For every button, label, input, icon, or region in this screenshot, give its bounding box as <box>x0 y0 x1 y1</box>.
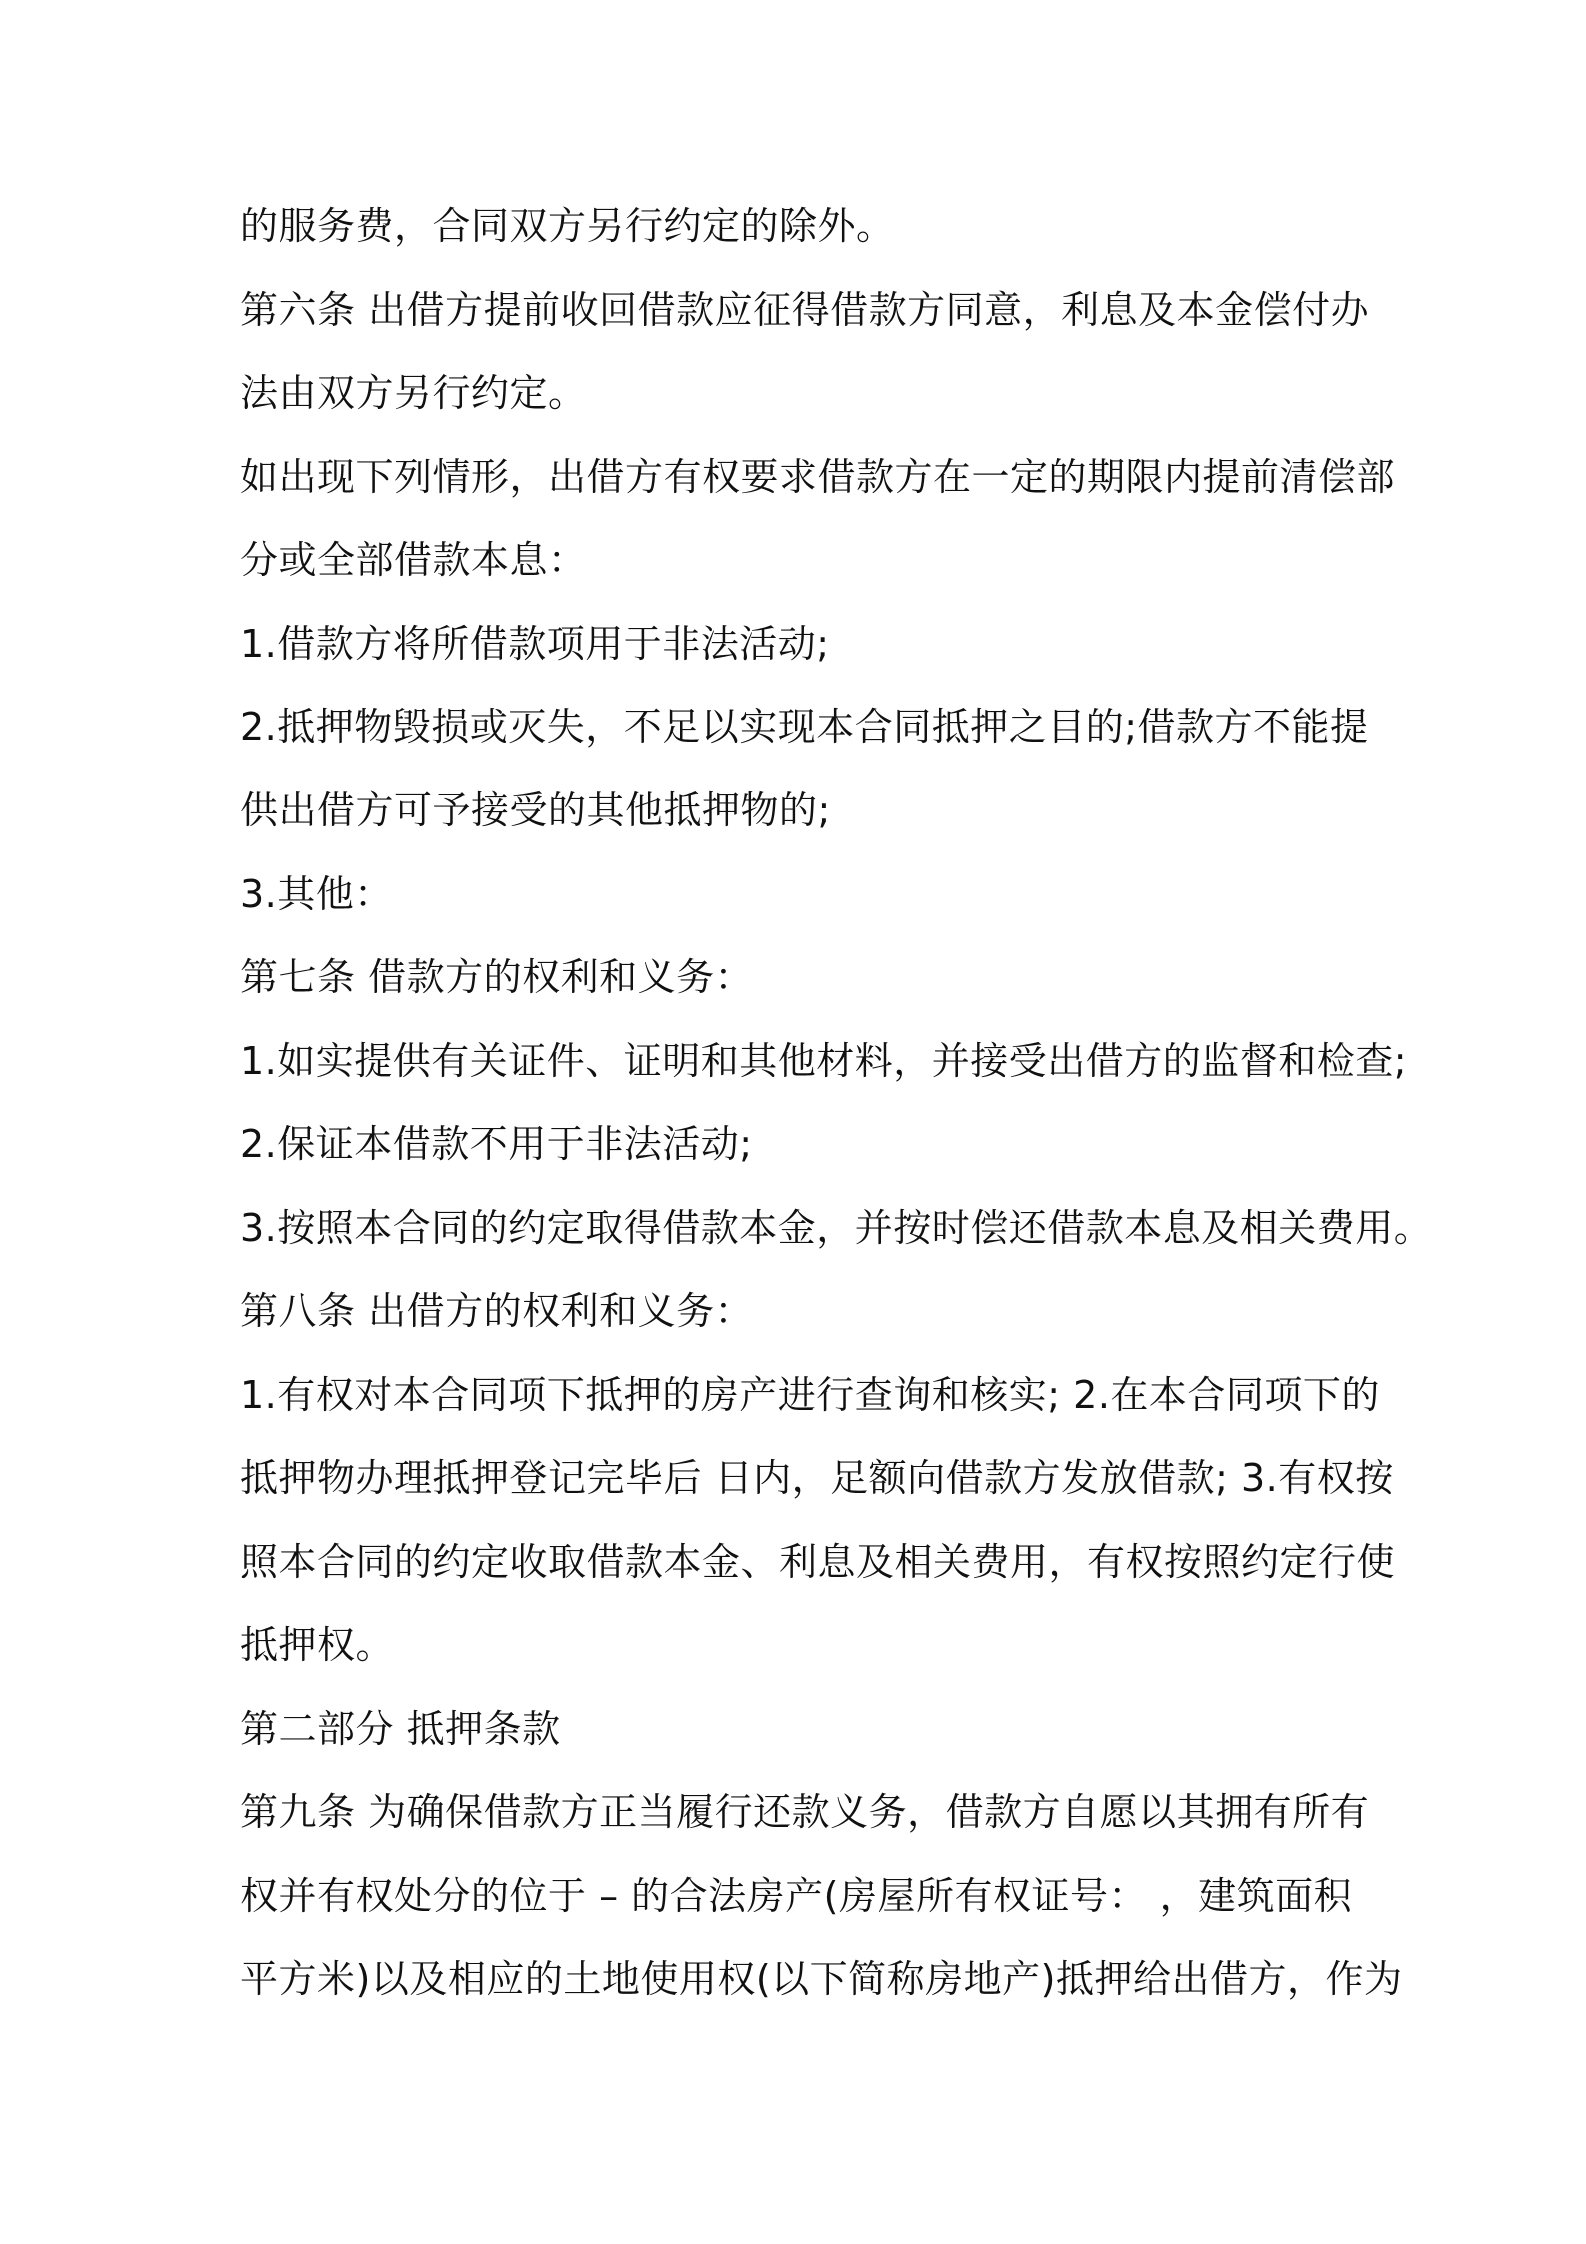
list-item: 1.借款方将所借款项用于非法活动; <box>240 622 830 666</box>
list-item: 1.如实提供有关证件、证明和其他材料，并接受出借方的监督和检查; <box>240 1039 1408 1083</box>
article-8-heading-line: 第八条 出借方的权利和义务： <box>240 1289 754 1333</box>
text-line: 法由双方另行约定。 <box>240 371 587 415</box>
list-item: 3.按照本合同的约定取得借款本金，并按时偿还借款本息及相关费用。 <box>240 1206 1433 1250</box>
list-item: 2.保证本借款不用于非法活动; <box>240 1122 753 1166</box>
article-6-heading-line: 第六条 出借方提前收回借款应征得借款方同意，利息及本金偿付办 <box>240 288 1370 332</box>
text-line: 供出借方可予接受的其他抵押物的; <box>240 788 831 832</box>
text-line: 照本合同的约定收取借款本金、利息及相关费用，有权按照约定行使 <box>240 1540 1396 1584</box>
list-item: 3.其他： <box>240 872 393 916</box>
text-line: 抵押权。 <box>240 1623 395 1667</box>
text-line: 平方米)以及相应的土地使用权(以下简称房地产)抵押给出借方，作为 <box>240 1957 1403 2001</box>
list-item: 2.抵押物毁损或灭失，不足以实现本合同抵押之目的;借款方不能提 <box>240 705 1369 749</box>
section-heading-line: 第二部分 抵押条款 <box>240 1707 561 1751</box>
text-line: 如出现下列情形，出借方有权要求借款方在一定的期限内提前清偿部 <box>240 455 1396 499</box>
text-line: 抵押物办理抵押登记完毕后 日内，足额向借款方发放借款; 3.有权按 <box>240 1456 1394 1500</box>
article-7-heading-line: 第七条 借款方的权利和义务： <box>240 955 754 999</box>
list-item: 1.有权对本合同项下抵押的房产进行查询和核实; 2.在本合同项下的 <box>240 1373 1380 1417</box>
text-line: 权并有权处分的位于 – 的合法房产(房屋所有权证号： ，建筑面积 <box>240 1874 1353 1918</box>
text-line: 的服务费，合同双方另行约定的除外。 <box>240 204 895 248</box>
text-line: 分或全部借款本息： <box>240 538 587 582</box>
article-9-heading-line: 第九条 为确保借款方正当履行还款义务，借款方自愿以其拥有所有 <box>240 1790 1370 1834</box>
